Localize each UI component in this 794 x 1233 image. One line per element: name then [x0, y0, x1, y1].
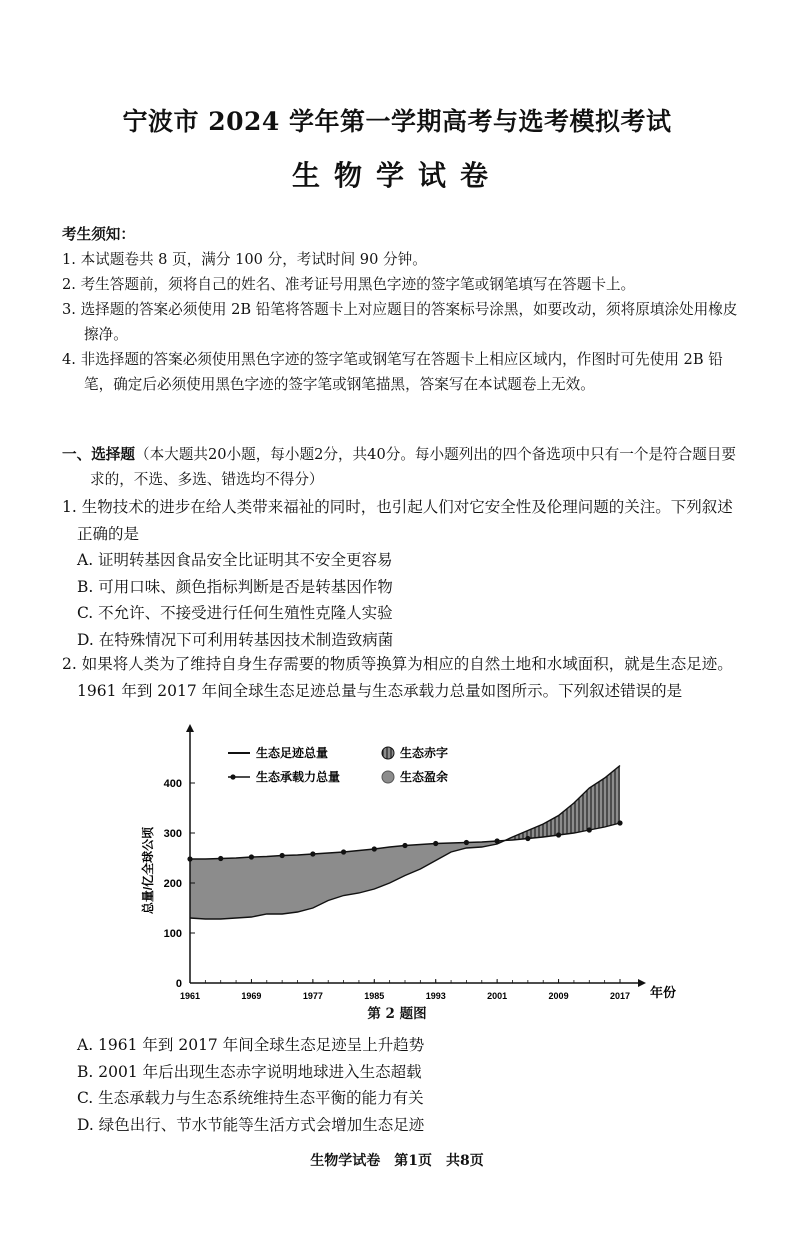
- option-b: B. 2001 年后出现生态赤字说明地球进入生态超载: [77, 1062, 422, 1081]
- biocapacity-point: [310, 851, 315, 856]
- notice-item: 2. 考生答题前，须将自己的姓名、准考证号用黑色字迹的签字笔或钢笔填写在答题卡上。: [62, 276, 636, 293]
- biocapacity-point: [495, 838, 500, 843]
- question-1: [62, 494, 742, 653]
- legend-deficit-label: 生态赤字: [400, 746, 449, 760]
- biocapacity-point: [341, 849, 346, 854]
- biocapacity-point: [249, 854, 254, 859]
- section-header: [62, 442, 742, 492]
- exam-title: 宁波市 2024 学年第一学期高考与选考模拟考试: [122, 107, 672, 136]
- deficit-area: [513, 766, 621, 841]
- y-tick-label: 0: [175, 978, 182, 990]
- biocapacity-point: [556, 832, 561, 837]
- biocapacity-point: [617, 820, 622, 825]
- y-tick-label: 200: [163, 878, 182, 890]
- option-a: A. 证明转基因食品安全比证明其不安全更容易: [77, 551, 393, 569]
- biocapacity-point: [587, 827, 592, 832]
- x-tick-label: 1985: [364, 991, 385, 1001]
- x-axis-arrow: [638, 979, 646, 987]
- question-stem: 1. 生物技术的进步在给人类带来福祉的同时，也引起人们对它安全性及伦理问题的关注。下列叙述正确的是: [62, 498, 733, 543]
- x-axis-label: 年份: [650, 985, 677, 1000]
- question-2-options: [62, 1032, 742, 1138]
- x-tick-label: 1969: [241, 991, 262, 1001]
- question-2: [62, 651, 742, 704]
- biocapacity-point: [218, 856, 223, 861]
- biocapacity-point: [280, 853, 285, 858]
- notice-item: 3. 选择题的答案必须使用 2B 铅笔将答题卡上对应题目的答案标号涂黑，如要改动，须将原填涂处用橡皮擦净。: [62, 301, 738, 343]
- x-tick-label: 1977: [302, 991, 323, 1001]
- subject-title: 生物学试卷: [291, 159, 502, 192]
- y-axis-arrow: [186, 724, 194, 732]
- legend-footprint-label: 生态足迹总量: [256, 746, 329, 760]
- notice-item: 4. 非选择题的答案必须使用黑色字迹的签字笔或钢笔写在答题卡上相应区域内，作图时可先使用 2B 铅笔，确定后必须使用黑色字迹的签字笔或钢笔描黑，答案写在本试题卷上无效。: [62, 351, 723, 393]
- question-stem: 2. 如果将人类为了维持自身生存需要的物质等换算为相应的自然土地和水域面积，就是生态足迹。1961 年到 2017 年间全球生态足迹总量与生态承载力总量如图所示。下列叙述错误的是: [62, 655, 733, 700]
- biocapacity-point: [402, 843, 407, 848]
- legend-deficit-swatch: [382, 747, 394, 759]
- section-label: 一、选择题: [62, 446, 135, 463]
- option-c: C. 生态承载力与生态系统维持生态平衡的能力有关: [77, 1089, 424, 1107]
- section-description: （本大题共20小题，每小题2分，共40分。每小题列出的四个备选项中只有一个是符合题目要求的，不选、多选、错选均不得分）: [90, 446, 736, 488]
- x-tick-label: 1993: [425, 991, 446, 1001]
- figure-caption: 第 2 题图: [367, 1006, 427, 1022]
- page-footer: 生物学试卷 第1页 共8页: [310, 1153, 484, 1169]
- x-tick-label: 2009: [548, 991, 569, 1001]
- y-tick-label: 100: [163, 928, 182, 940]
- option-d: D. 在特殊情况下可利用转基因技术制造致病菌: [77, 630, 394, 649]
- y-tick-label: 400: [163, 778, 182, 790]
- legend-surplus-label: 生态盈余: [400, 770, 449, 784]
- notice-item: 1. 本试题卷共 8 页，满分 100 分，考试时间 90 分钟。: [62, 251, 427, 268]
- legend-surplus-swatch: [382, 771, 394, 783]
- biocapacity-point: [372, 846, 377, 851]
- biocapacity-point: [187, 856, 192, 861]
- legend-biocapacity-dot: [230, 774, 235, 779]
- notice-heading: 考生须知：: [62, 226, 135, 243]
- x-tick-label: 1961: [179, 991, 201, 1001]
- biocapacity-point: [525, 836, 530, 841]
- ecological-footprint-chart: [130, 735, 677, 1025]
- x-tick-label: 2017: [609, 991, 631, 1001]
- option-b: B. 可用口味、颜色指标判断是否是转基因作物: [77, 577, 393, 596]
- y-axis-label: 总量/亿全球公顷: [141, 826, 155, 915]
- option-a: A. 1961 年到 2017 年间全球生态足迹呈上升趋势: [77, 1036, 425, 1054]
- legend-biocapacity-label: 生态承载力总量: [256, 770, 341, 784]
- x-tick-label: 2001: [487, 991, 508, 1001]
- option-c: C. 不允许、不接受进行任何生殖性克隆人实验: [77, 604, 393, 622]
- biocapacity-point: [433, 841, 438, 846]
- y-tick-label: 300: [163, 828, 182, 840]
- option-d: D. 绿色出行、节水节能等生活方式会增加生态足迹: [77, 1115, 425, 1134]
- biocapacity-point: [464, 840, 469, 845]
- exam-notice: [62, 222, 742, 397]
